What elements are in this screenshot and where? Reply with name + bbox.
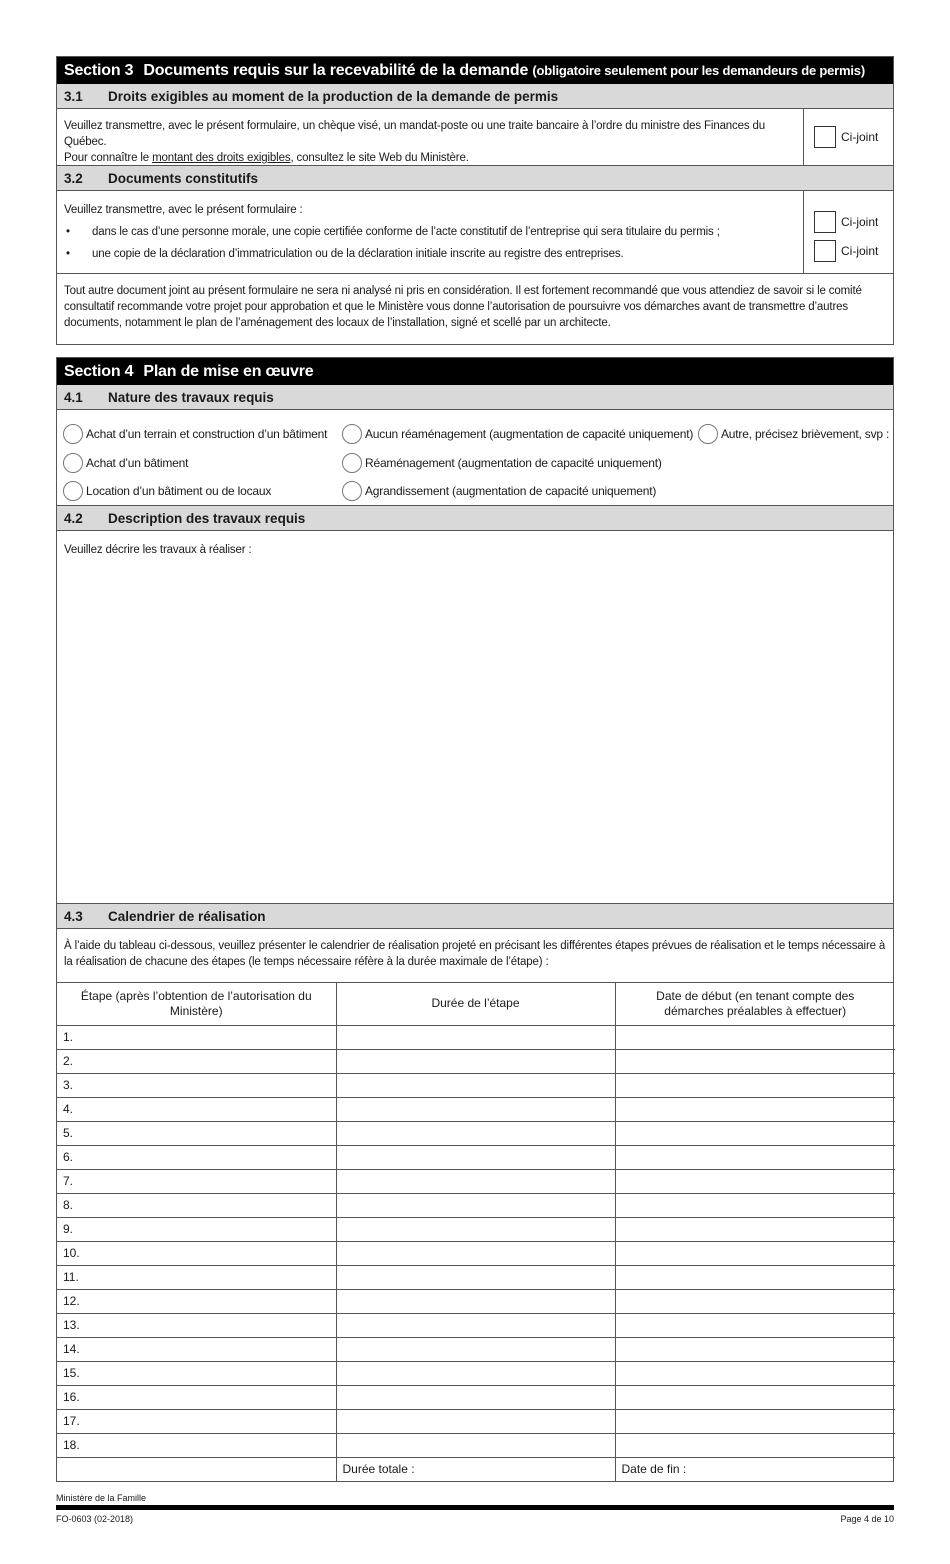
duration-cell[interactable] (336, 1217, 615, 1241)
step-column-header: Étape (après l’obtention de l’autorisation du Ministère) (57, 983, 336, 1025)
radio-circle-icon[interactable] (63, 453, 83, 473)
work-type-option-redevelopment[interactable] (342, 453, 662, 473)
section-3 (56, 56, 894, 345)
work-type-option-label: Réaménagement (augmentation de capacité uniquement) (365, 456, 662, 470)
start-date-cell[interactable] (615, 1337, 895, 1361)
work-type-option-no-redevelopment[interactable] (342, 424, 693, 444)
section-3-title: Documents requis sur la recevabilité de la demande (143, 62, 529, 79)
fees-attached-checkbox-group (814, 126, 878, 148)
duration-cell[interactable] (336, 1337, 615, 1361)
schedule-row (57, 1361, 895, 1385)
work-type-option-label: Achat d’un terrain et construction d’un bâtiment (86, 427, 328, 441)
total-duration-label: Durée totale : (342, 1462, 415, 1477)
footer-page-number: Page 4 de 10 (840, 1514, 894, 1524)
footer-form-code: FO-0603 (02-2018) (56, 1514, 134, 1524)
start-date-cell[interactable] (615, 1409, 895, 1433)
schedule-body (57, 1025, 895, 1457)
footer-divider (56, 1505, 894, 1510)
schedule-row (57, 1121, 895, 1145)
charter-attached-checkbox[interactable] (814, 211, 836, 233)
duration-cell[interactable] (336, 1049, 615, 1073)
duration-cell[interactable] (336, 1073, 615, 1097)
schedule-row (57, 1049, 895, 1073)
radio-circle-icon[interactable] (63, 481, 83, 501)
footer-organization: Ministère de la Famille (56, 1493, 147, 1503)
schedule-row (57, 1337, 895, 1361)
duration-cell[interactable] (336, 1361, 615, 1385)
subsection-4-2-header (57, 506, 893, 531)
start-date-cell[interactable] (615, 1097, 895, 1121)
duration-cell[interactable] (336, 1193, 615, 1217)
work-type-option-label: Autre, précisez brièvement, svp : (721, 427, 890, 441)
fees-line-2 (64, 150, 796, 166)
start-date-cell[interactable] (615, 1313, 895, 1337)
section-4-header (57, 358, 893, 385)
duration-cell[interactable] (336, 1241, 615, 1265)
step-cell[interactable]: 1. (57, 1025, 336, 1049)
fees-line-2-prefix: Pour connaître le (64, 152, 153, 164)
constitutive-docs-checkbox-cell (803, 191, 893, 273)
work-description-prompt: Veuillez décrire les travaux à réaliser : (64, 544, 252, 556)
step-cell[interactable]: 18. (57, 1433, 336, 1457)
duration-cell[interactable] (336, 1409, 615, 1433)
subsection-3-1-header (57, 84, 893, 109)
charter-attached-checkbox-group (814, 211, 883, 233)
duration-cell[interactable] (336, 1289, 615, 1313)
section-3-header (57, 57, 893, 84)
step-cell[interactable]: 2. (57, 1049, 336, 1073)
step-cell[interactable]: 17. (57, 1409, 336, 1433)
step-cell[interactable]: 7. (57, 1169, 336, 1193)
schedule-row (57, 1217, 895, 1241)
schedule-intro: À l’aide du tableau ci-dessous, veuillez présenter le calendrier de réalisation projeté en précisant les différentes étapes prévues de réalisation et le temps nécessaire à la réalisation de chacune des étapes (le temps nécessaire réfère à la durée maximale de l’étape) : (57, 929, 893, 983)
schedule-row (57, 1145, 895, 1169)
step-cell[interactable]: 6. (57, 1145, 336, 1169)
subsection-4-2-number: 4.2 (64, 511, 83, 526)
subsection-4-1-header (57, 385, 893, 410)
step-cell[interactable]: 15. (57, 1361, 336, 1385)
step-cell[interactable]: 5. (57, 1121, 336, 1145)
registration-attached-label: Ci-joint (841, 244, 879, 258)
start-date-cell[interactable] (615, 1433, 895, 1457)
start-date-cell[interactable] (615, 1121, 895, 1145)
duration-cell[interactable] (336, 1097, 615, 1121)
fees-line-2-suffix: , consultez le site Web du Ministère. (290, 152, 469, 164)
work-type-option-label: Agrandissement (augmentation de capacité uniquement) (365, 484, 657, 498)
subsection-3-2-number: 3.2 (64, 171, 83, 186)
duration-cell[interactable] (336, 1121, 615, 1145)
duration-cell[interactable] (336, 1313, 615, 1337)
total-duration-cell[interactable] (336, 1457, 615, 1481)
schedule-row (57, 1313, 895, 1337)
section-4-number: Section 4 (64, 363, 134, 380)
radio-circle-icon[interactable] (342, 453, 362, 473)
step-cell[interactable]: 16. (57, 1385, 336, 1409)
total-blank-cell (57, 1457, 336, 1481)
work-type-option-label: Location d’un bâtiment ou de locaux (86, 484, 272, 498)
work-type-option-label: Aucun réaménagement (augmentation de capacité uniquement) (365, 427, 694, 441)
subsection-3-1-number: 3.1 (64, 89, 83, 104)
radio-circle-icon[interactable] (342, 481, 362, 501)
schedule-row (57, 1241, 895, 1265)
subsection-3-2-title: Documents constitutifs (108, 171, 259, 186)
work-type-option-land-construction[interactable] (63, 424, 327, 444)
registration-attached-checkbox[interactable] (814, 240, 836, 262)
schedule-table (57, 983, 895, 1481)
duration-cell[interactable] (336, 1145, 615, 1169)
constitutive-docs-row (57, 191, 893, 274)
section-4 (56, 357, 894, 1482)
radio-circle-icon[interactable] (342, 424, 362, 444)
start-date-column-header: Date de début (en tenant compte des démarches préalables à effectuer) (615, 983, 895, 1025)
step-cell[interactable]: 3. (57, 1073, 336, 1097)
start-date-cell[interactable] (615, 1289, 895, 1313)
fees-checkbox-cell (803, 109, 893, 165)
work-type-option-building-purchase[interactable] (63, 453, 188, 473)
end-date-cell[interactable] (615, 1457, 895, 1481)
start-date-cell[interactable] (615, 1025, 895, 1049)
section-4-title: Plan de mise en œuvre (143, 363, 314, 380)
step-cell[interactable]: 4. (57, 1097, 336, 1121)
constitutive-docs-intro: Veuillez transmettre, avec le présent formulaire : (64, 204, 303, 216)
step-cell[interactable]: 9. (57, 1217, 336, 1241)
schedule-total-row (57, 1457, 895, 1481)
start-date-cell[interactable] (615, 1145, 895, 1169)
work-description-field[interactable] (57, 531, 893, 904)
fees-line-1: Veuillez transmettre, avec le présent formulaire, un chèque visé, un mandat-poste ou une traite bancaire à l’ordre du ministre des Finances du Québec. (64, 120, 766, 148)
fees-row (57, 109, 893, 166)
step-cell[interactable]: 11. (57, 1265, 336, 1289)
schedule-row (57, 1193, 895, 1217)
start-date-cell[interactable] (615, 1073, 895, 1097)
constitutive-docs-text (57, 191, 803, 273)
start-date-cell[interactable] (615, 1193, 895, 1217)
schedule-header-row (57, 983, 895, 1025)
schedule-row (57, 1385, 895, 1409)
section-3-subtitle: (obligatoire seulement pour les demandeurs de permis) (532, 63, 865, 78)
fees-amount-link[interactable]: montant des droits exigibles (152, 152, 291, 164)
step-cell[interactable]: 13. (57, 1313, 336, 1337)
start-date-cell[interactable] (615, 1049, 895, 1073)
work-type-option-expansion[interactable] (342, 481, 656, 501)
schedule-row (57, 1073, 895, 1097)
schedule-row (57, 1265, 895, 1289)
start-date-cell[interactable] (615, 1217, 895, 1241)
subsection-4-2-title: Description des travaux requis (108, 511, 306, 526)
schedule-row (57, 1433, 895, 1457)
subsection-4-3-title: Calendrier de réalisation (108, 909, 266, 924)
duration-cell[interactable] (336, 1025, 615, 1049)
fees-text (57, 109, 803, 165)
constitutive-docs-bullet-1: • dans le cas d’une personne morale, une copie certifiée conforme de l’acte constitutif de l’entreprise qui sera titulaire du permis ; (64, 224, 796, 240)
radio-circle-icon[interactable] (698, 424, 718, 444)
subsection-4-1-number: 4.1 (64, 390, 83, 405)
radio-circle-icon[interactable] (63, 424, 83, 444)
subsection-3-1-title: Droits exigibles au moment de la production de la demande de permis (108, 89, 559, 104)
start-date-cell[interactable] (615, 1241, 895, 1265)
subsection-4-3-number: 4.3 (64, 909, 83, 924)
step-cell[interactable]: 12. (57, 1289, 336, 1313)
work-type-options (57, 410, 893, 506)
section-3-number: Section 3 (64, 62, 134, 79)
subsection-4-1-title: Nature des travaux requis (108, 390, 274, 405)
constitutive-docs-bullet-2: • une copie de la déclaration d’immatriculation ou de la déclaration initiale inscrite au registre des entreprises. (64, 246, 796, 262)
schedule-row (57, 1409, 895, 1433)
duration-column-header: Durée de l’étape (336, 983, 615, 1025)
start-date-cell[interactable] (615, 1361, 895, 1385)
end-date-label: Date de fin : (621, 1462, 687, 1477)
schedule-row (57, 1289, 895, 1313)
schedule-row (57, 1097, 895, 1121)
work-type-option-other[interactable] (698, 424, 889, 444)
start-date-cell[interactable] (615, 1169, 895, 1193)
subsection-3-2-header (57, 166, 893, 191)
step-cell[interactable]: 8. (57, 1193, 336, 1217)
work-type-option-rental[interactable] (63, 481, 271, 501)
registration-attached-checkbox-group (814, 240, 883, 262)
duration-cell[interactable] (336, 1169, 615, 1193)
duration-cell[interactable] (336, 1265, 615, 1289)
duration-cell[interactable] (336, 1433, 615, 1457)
work-type-option-label: Achat d’un bâtiment (86, 456, 189, 470)
fees-attached-label: Ci-joint (841, 130, 879, 144)
start-date-cell[interactable] (615, 1385, 895, 1409)
schedule-row (57, 1025, 895, 1049)
schedule-row (57, 1169, 895, 1193)
duration-cell[interactable] (336, 1385, 615, 1409)
start-date-cell[interactable] (615, 1265, 895, 1289)
step-cell[interactable]: 10. (57, 1241, 336, 1265)
subsection-4-3-header (57, 904, 893, 929)
other-documents-notice: Tout autre document joint au présent formulaire ne sera ni analysé ni pris en considération. Il est fortement recommandé que vous attendiez de savoir si le comité consultatif recommande votre projet pour approbation et que le Ministère vous donne l’autorisation de poursuivre vos démarches avant de transmettre d’autres documents, notamment le plan de l’aménagement des locaux de l’installation, signé et scellé par un architecte. (64, 285, 862, 329)
step-cell[interactable]: 14. (57, 1337, 336, 1361)
fees-attached-checkbox[interactable] (814, 126, 836, 148)
charter-attached-label: Ci-joint (841, 215, 879, 229)
